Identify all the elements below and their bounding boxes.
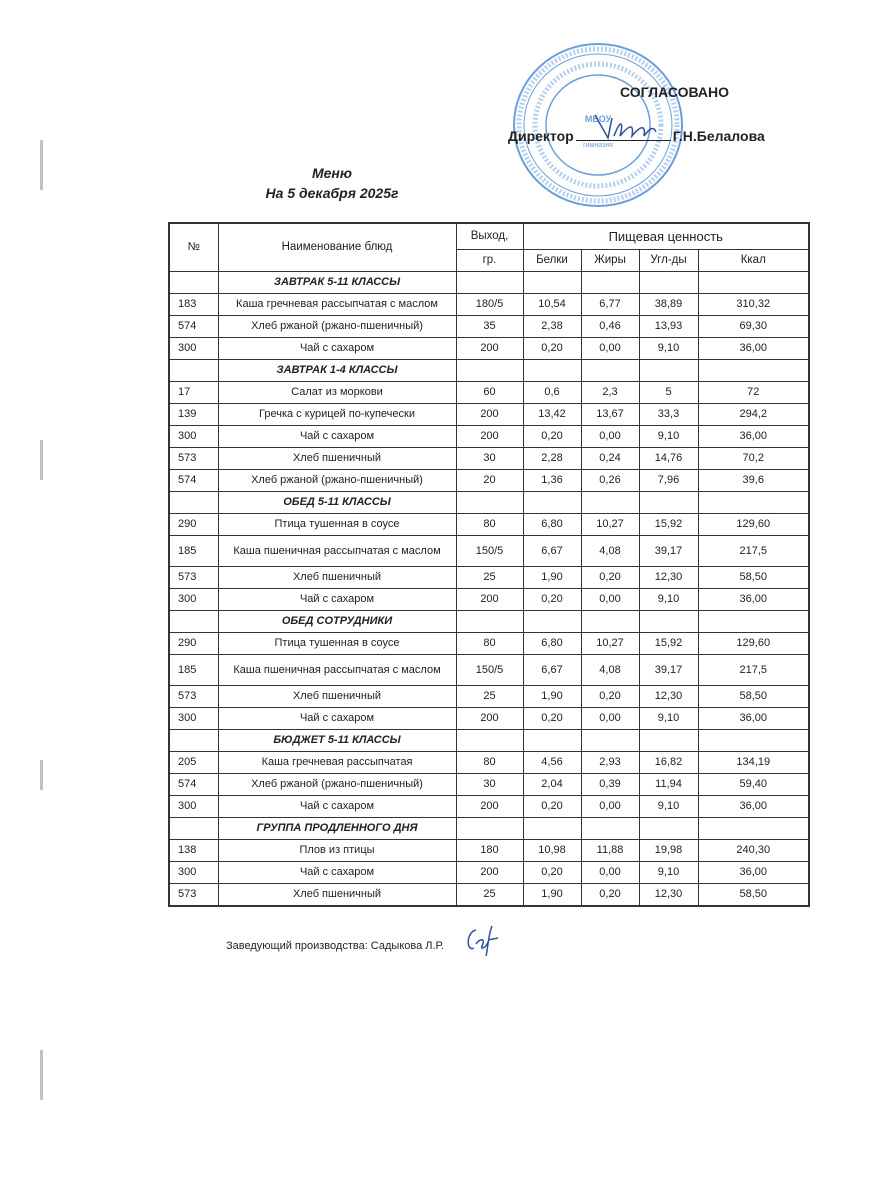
dish-kcal: 69,30 bbox=[698, 315, 809, 337]
table-row bbox=[169, 685, 809, 707]
dish-kcal: 129,60 bbox=[698, 632, 809, 654]
dish-code: 138 bbox=[169, 839, 218, 861]
dish-carbs: 13,93 bbox=[639, 315, 698, 337]
svg-text:гимназия: гимназия bbox=[583, 142, 613, 149]
table-row bbox=[169, 751, 809, 773]
section-title: ОБЕД 5-11 КЛАССЫ bbox=[218, 491, 456, 513]
table-row bbox=[169, 773, 809, 795]
header-fat: Жиры bbox=[581, 249, 639, 271]
dish-yield: 200 bbox=[456, 795, 523, 817]
dish-yield: 30 bbox=[456, 447, 523, 469]
dish-name: Каша гречневая рассыпчатая bbox=[218, 751, 456, 773]
dish-name: Чай с сахаром bbox=[218, 795, 456, 817]
dish-name: Каша гречневая рассыпчатая с маслом bbox=[218, 293, 456, 315]
production-manager-signature bbox=[462, 922, 502, 957]
dish-kcal: 36,00 bbox=[698, 795, 809, 817]
dish-yield: 150/5 bbox=[456, 535, 523, 566]
dish-protein: 13,42 bbox=[523, 403, 581, 425]
dish-protein: 6,80 bbox=[523, 632, 581, 654]
empty-cell bbox=[523, 817, 581, 839]
empty-cell bbox=[581, 817, 639, 839]
dish-code: 290 bbox=[169, 632, 218, 654]
dish-fat: 0,24 bbox=[581, 447, 639, 469]
dish-protein: 10,54 bbox=[523, 293, 581, 315]
dish-kcal: 59,40 bbox=[698, 773, 809, 795]
dish-yield: 25 bbox=[456, 883, 523, 906]
empty-cell bbox=[169, 359, 218, 381]
dish-kcal: 36,00 bbox=[698, 425, 809, 447]
dish-code: 574 bbox=[169, 773, 218, 795]
empty-cell bbox=[456, 359, 523, 381]
empty-cell bbox=[698, 271, 809, 293]
empty-cell bbox=[581, 271, 639, 293]
header-nutrition: Пищевая ценность bbox=[523, 223, 809, 249]
dish-fat: 0,46 bbox=[581, 315, 639, 337]
dish-fat: 0,39 bbox=[581, 773, 639, 795]
dish-protein: 1,36 bbox=[523, 469, 581, 491]
empty-cell bbox=[456, 817, 523, 839]
table-row bbox=[169, 839, 809, 861]
dish-name: Чай с сахаром bbox=[218, 337, 456, 359]
dish-code: 185 bbox=[169, 654, 218, 685]
dish-fat: 13,67 bbox=[581, 403, 639, 425]
section-row bbox=[169, 610, 809, 632]
table-row bbox=[169, 469, 809, 491]
dish-fat: 10,27 bbox=[581, 632, 639, 654]
dish-carbs: 39,17 bbox=[639, 654, 698, 685]
dish-code: 205 bbox=[169, 751, 218, 773]
dish-carbs: 9,10 bbox=[639, 861, 698, 883]
empty-cell bbox=[523, 491, 581, 513]
empty-cell bbox=[523, 729, 581, 751]
empty-cell bbox=[698, 491, 809, 513]
table-row bbox=[169, 403, 809, 425]
dish-kcal: 240,30 bbox=[698, 839, 809, 861]
title-line1: Меню bbox=[311, 165, 352, 181]
dish-protein: 6,67 bbox=[523, 654, 581, 685]
dish-name: Чай с сахаром bbox=[218, 861, 456, 883]
dish-code: 574 bbox=[169, 315, 218, 337]
dish-code: 300 bbox=[169, 425, 218, 447]
dish-name: Хлеб пшеничный bbox=[218, 883, 456, 906]
dish-yield: 200 bbox=[456, 425, 523, 447]
dish-code: 300 bbox=[169, 795, 218, 817]
table-row bbox=[169, 425, 809, 447]
section-row bbox=[169, 271, 809, 293]
scan-artifact bbox=[40, 440, 43, 480]
dish-kcal: 36,00 bbox=[698, 861, 809, 883]
dish-kcal: 70,2 bbox=[698, 447, 809, 469]
dish-carbs: 9,10 bbox=[639, 337, 698, 359]
dish-name: Птица тушенная в соусе bbox=[218, 513, 456, 535]
dish-carbs: 39,17 bbox=[639, 535, 698, 566]
table-row bbox=[169, 654, 809, 685]
dish-protein: 1,90 bbox=[523, 883, 581, 906]
table-row bbox=[169, 883, 809, 906]
dish-name: Каша пшеничная рассыпчатая с маслом bbox=[218, 535, 456, 566]
dish-protein: 4,56 bbox=[523, 751, 581, 773]
section-title: ГРУППА ПРОДЛЕННОГО ДНЯ bbox=[218, 817, 456, 839]
dish-protein: 0,20 bbox=[523, 795, 581, 817]
table-row bbox=[169, 315, 809, 337]
empty-cell bbox=[456, 610, 523, 632]
dish-fat: 0,26 bbox=[581, 469, 639, 491]
dish-fat: 0,20 bbox=[581, 685, 639, 707]
dish-code: 183 bbox=[169, 293, 218, 315]
section-row bbox=[169, 817, 809, 839]
dish-kcal: 129,60 bbox=[698, 513, 809, 535]
dish-carbs: 9,10 bbox=[639, 707, 698, 729]
approval-heading: СОГЛАСОВАНО bbox=[620, 84, 729, 100]
empty-cell bbox=[639, 817, 698, 839]
dish-name: Чай с сахаром bbox=[218, 707, 456, 729]
document-title bbox=[252, 163, 412, 203]
empty-cell bbox=[581, 359, 639, 381]
dish-code: 300 bbox=[169, 861, 218, 883]
dish-protein: 0,20 bbox=[523, 861, 581, 883]
dish-protein: 2,38 bbox=[523, 315, 581, 337]
dish-yield: 200 bbox=[456, 861, 523, 883]
empty-cell bbox=[639, 271, 698, 293]
empty-cell bbox=[169, 817, 218, 839]
dish-protein: 2,04 bbox=[523, 773, 581, 795]
dish-code: 573 bbox=[169, 685, 218, 707]
dish-yield: 80 bbox=[456, 632, 523, 654]
dish-kcal: 294,2 bbox=[698, 403, 809, 425]
table-row bbox=[169, 632, 809, 654]
table-row bbox=[169, 707, 809, 729]
table-row bbox=[169, 861, 809, 883]
dish-kcal: 36,00 bbox=[698, 337, 809, 359]
dish-fat: 4,08 bbox=[581, 535, 639, 566]
table-row bbox=[169, 381, 809, 403]
dish-code: 139 bbox=[169, 403, 218, 425]
table-row bbox=[169, 588, 809, 610]
dish-protein: 0,20 bbox=[523, 425, 581, 447]
dish-code: 300 bbox=[169, 588, 218, 610]
dish-fat: 0,00 bbox=[581, 588, 639, 610]
table-row bbox=[169, 513, 809, 535]
dish-fat: 11,88 bbox=[581, 839, 639, 861]
empty-cell bbox=[698, 359, 809, 381]
header-protein: Белки bbox=[523, 249, 581, 271]
dish-yield: 200 bbox=[456, 588, 523, 610]
empty-cell bbox=[581, 610, 639, 632]
table-row bbox=[169, 566, 809, 588]
dish-kcal: 36,00 bbox=[698, 588, 809, 610]
dish-yield: 150/5 bbox=[456, 654, 523, 685]
dish-fat: 0,00 bbox=[581, 337, 639, 359]
director-signature bbox=[590, 110, 660, 145]
dish-code: 574 bbox=[169, 469, 218, 491]
director-position: Директор bbox=[508, 128, 574, 144]
empty-cell bbox=[581, 491, 639, 513]
dish-code: 573 bbox=[169, 566, 218, 588]
dish-carbs: 12,30 bbox=[639, 566, 698, 588]
dish-yield: 180/5 bbox=[456, 293, 523, 315]
dish-kcal: 134,19 bbox=[698, 751, 809, 773]
dish-name: Хлеб пшеничный bbox=[218, 566, 456, 588]
dish-name: Каша пшеничная рассыпчатая с маслом bbox=[218, 654, 456, 685]
table-row bbox=[169, 795, 809, 817]
empty-cell bbox=[639, 729, 698, 751]
dish-protein: 6,67 bbox=[523, 535, 581, 566]
dish-carbs: 5 bbox=[639, 381, 698, 403]
section-title: ЗАВТРАК 5-11 КЛАССЫ bbox=[218, 271, 456, 293]
scan-artifact bbox=[40, 760, 43, 790]
header-yield: Выход, bbox=[456, 223, 523, 249]
empty-cell bbox=[456, 729, 523, 751]
dish-kcal: 39,6 bbox=[698, 469, 809, 491]
dish-yield: 20 bbox=[456, 469, 523, 491]
header-yield-unit: гр. bbox=[456, 249, 523, 271]
dish-protein: 6,80 bbox=[523, 513, 581, 535]
dish-kcal: 58,50 bbox=[698, 883, 809, 906]
empty-cell bbox=[456, 271, 523, 293]
header-no: № bbox=[169, 223, 218, 271]
dish-name: Хлеб пшеничный bbox=[218, 447, 456, 469]
empty-cell bbox=[698, 729, 809, 751]
director-name: Г.Н.Белалова bbox=[672, 128, 765, 144]
dish-fat: 2,3 bbox=[581, 381, 639, 403]
dish-yield: 80 bbox=[456, 513, 523, 535]
dish-name: Хлеб ржаной (ржано-пшеничный) bbox=[218, 773, 456, 795]
dish-yield: 180 bbox=[456, 839, 523, 861]
dish-fat: 0,00 bbox=[581, 425, 639, 447]
empty-cell bbox=[698, 610, 809, 632]
section-row bbox=[169, 491, 809, 513]
dish-name: Салат из моркови bbox=[218, 381, 456, 403]
dish-yield: 30 bbox=[456, 773, 523, 795]
dish-kcal: 310,32 bbox=[698, 293, 809, 315]
header-carbs: Угл-ды bbox=[639, 249, 698, 271]
dish-carbs: 15,92 bbox=[639, 632, 698, 654]
empty-cell bbox=[523, 610, 581, 632]
dish-code: 573 bbox=[169, 447, 218, 469]
menu-table bbox=[168, 222, 810, 907]
header-name: Наименование блюд bbox=[218, 223, 456, 271]
title-date: На 5 декабря 2025г bbox=[265, 185, 399, 201]
dish-protein: 2,28 bbox=[523, 447, 581, 469]
empty-cell bbox=[581, 729, 639, 751]
dish-fat: 0,20 bbox=[581, 566, 639, 588]
empty-cell bbox=[639, 491, 698, 513]
dish-fat: 6,77 bbox=[581, 293, 639, 315]
dish-carbs: 9,10 bbox=[639, 588, 698, 610]
dish-fat: 4,08 bbox=[581, 654, 639, 685]
dish-carbs: 12,30 bbox=[639, 883, 698, 906]
dish-kcal: 58,50 bbox=[698, 685, 809, 707]
dish-code: 17 bbox=[169, 381, 218, 403]
dish-fat: 0,00 bbox=[581, 861, 639, 883]
scan-artifact bbox=[40, 140, 43, 190]
dish-name: Гречка с курицей по-купечески bbox=[218, 403, 456, 425]
dish-kcal: 58,50 bbox=[698, 566, 809, 588]
section-row bbox=[169, 729, 809, 751]
table-row bbox=[169, 447, 809, 469]
section-title: БЮДЖЕТ 5-11 КЛАССЫ bbox=[218, 729, 456, 751]
dish-carbs: 12,30 bbox=[639, 685, 698, 707]
dish-carbs: 38,89 bbox=[639, 293, 698, 315]
dish-protein: 0,6 bbox=[523, 381, 581, 403]
section-row bbox=[169, 359, 809, 381]
dish-protein: 0,20 bbox=[523, 707, 581, 729]
scan-artifact bbox=[40, 1050, 43, 1100]
dish-carbs: 16,82 bbox=[639, 751, 698, 773]
dish-kcal: 36,00 bbox=[698, 707, 809, 729]
dish-carbs: 14,76 bbox=[639, 447, 698, 469]
dish-fat: 0,00 bbox=[581, 707, 639, 729]
header-kcal: Ккал bbox=[698, 249, 809, 271]
empty-cell bbox=[639, 359, 698, 381]
dish-name: Хлеб ржаной (ржано-пшеничный) bbox=[218, 315, 456, 337]
menu-table-body bbox=[169, 271, 809, 906]
dish-carbs: 7,96 bbox=[639, 469, 698, 491]
dish-fat: 0,20 bbox=[581, 883, 639, 906]
dish-code: 300 bbox=[169, 337, 218, 359]
section-title: ОБЕД СОТРУДНИКИ bbox=[218, 610, 456, 632]
dish-yield: 200 bbox=[456, 707, 523, 729]
dish-yield: 35 bbox=[456, 315, 523, 337]
table-row bbox=[169, 337, 809, 359]
dish-fat: 2,93 bbox=[581, 751, 639, 773]
dish-name: Хлеб пшеничный bbox=[218, 685, 456, 707]
empty-cell bbox=[456, 491, 523, 513]
table-row bbox=[169, 535, 809, 566]
empty-cell bbox=[169, 729, 218, 751]
dish-protein: 10,98 bbox=[523, 839, 581, 861]
empty-cell bbox=[169, 271, 218, 293]
dish-name: Чай с сахаром bbox=[218, 588, 456, 610]
dish-yield: 60 bbox=[456, 381, 523, 403]
dish-carbs: 9,10 bbox=[639, 795, 698, 817]
dish-carbs: 19,98 bbox=[639, 839, 698, 861]
dish-protein: 1,90 bbox=[523, 685, 581, 707]
svg-text:МБОУ: МБОУ bbox=[584, 114, 612, 124]
dish-yield: 25 bbox=[456, 685, 523, 707]
dish-protein: 0,20 bbox=[523, 588, 581, 610]
dish-code: 185 bbox=[169, 535, 218, 566]
empty-cell bbox=[169, 610, 218, 632]
dish-carbs: 15,92 bbox=[639, 513, 698, 535]
dish-code: 290 bbox=[169, 513, 218, 535]
dish-carbs: 33,3 bbox=[639, 403, 698, 425]
dish-name: Птица тушенная в соусе bbox=[218, 632, 456, 654]
footer-signature: Заведующий производства: Садыкова Л.Р. bbox=[226, 940, 444, 952]
dish-name: Хлеб ржаной (ржано-пшеничный) bbox=[218, 469, 456, 491]
dish-code: 300 bbox=[169, 707, 218, 729]
dish-fat: 10,27 bbox=[581, 513, 639, 535]
section-title: ЗАВТРАК 1-4 КЛАССЫ bbox=[218, 359, 456, 381]
dish-name: Чай с сахаром bbox=[218, 425, 456, 447]
dish-carbs: 11,94 bbox=[639, 773, 698, 795]
dish-kcal: 72 bbox=[698, 381, 809, 403]
dish-protein: 1,90 bbox=[523, 566, 581, 588]
dish-yield: 200 bbox=[456, 403, 523, 425]
dish-code: 573 bbox=[169, 883, 218, 906]
dish-fat: 0,00 bbox=[581, 795, 639, 817]
empty-cell bbox=[523, 271, 581, 293]
dish-yield: 80 bbox=[456, 751, 523, 773]
dish-protein: 0,20 bbox=[523, 337, 581, 359]
dish-kcal: 217,5 bbox=[698, 654, 809, 685]
dish-kcal: 217,5 bbox=[698, 535, 809, 566]
dish-name: Плов из птицы bbox=[218, 839, 456, 861]
dish-carbs: 9,10 bbox=[639, 425, 698, 447]
empty-cell bbox=[698, 817, 809, 839]
table-row bbox=[169, 293, 809, 315]
dish-yield: 200 bbox=[456, 337, 523, 359]
dish-yield: 25 bbox=[456, 566, 523, 588]
empty-cell bbox=[169, 491, 218, 513]
empty-cell bbox=[639, 610, 698, 632]
empty-cell bbox=[523, 359, 581, 381]
